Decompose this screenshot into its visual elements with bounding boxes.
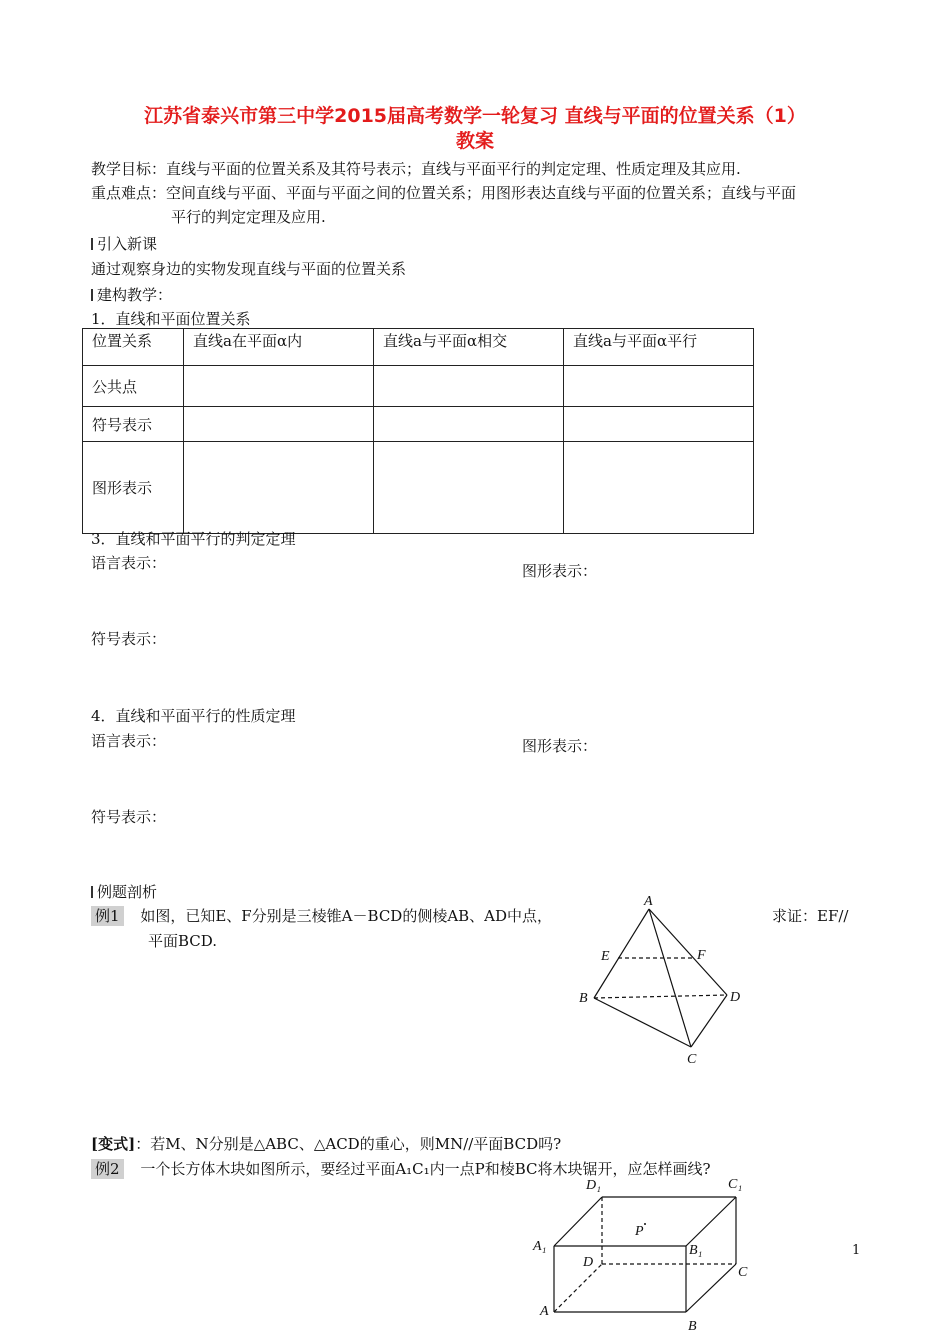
page-title: 江苏省泰兴市第三中学2015届高考数学一轮复习 直线与平面的位置关系（1）	[144, 105, 806, 127]
label-p: P	[635, 1224, 644, 1239]
label-c: C	[687, 1052, 697, 1067]
key-points	[91, 182, 796, 203]
variant	[91, 1133, 561, 1154]
intro-text: 通过观察身边的实物发现直线与平面的位置关系	[91, 260, 407, 278]
examples-heading-text: 例题剖析	[97, 883, 158, 901]
edge-bc	[686, 1264, 736, 1312]
table-row-label: 图形表示	[83, 442, 184, 534]
table-cell	[184, 407, 374, 442]
construct-heading-text: 建构教学：	[97, 286, 173, 304]
example1-right: 求证：EF//	[772, 907, 849, 925]
edge-cd	[691, 995, 727, 1047]
intro-heading-text: 引入新课	[97, 235, 158, 253]
variant-label: [变式]	[91, 1135, 136, 1153]
table-header-cell: 位置关系	[83, 329, 184, 366]
construct-heading	[91, 284, 172, 305]
goals-label: 教学目标：	[91, 160, 167, 178]
table-header-cell: 直线a在平面α内	[184, 329, 374, 366]
label-d1: D₁	[586, 1178, 601, 1193]
bullet-mark	[91, 289, 93, 301]
section4-lang: 语言表示：	[91, 732, 167, 750]
edge-b1c1	[686, 1197, 736, 1246]
goals-text: 直线与平面的位置关系及其符号表示；直线与平面平行的判定定理、性质定理及其应用.	[166, 160, 741, 178]
table-cell	[374, 442, 564, 534]
section3-figure: 图形表示：	[522, 562, 598, 580]
edge-a1d1	[554, 1197, 602, 1246]
page-title-line2: 教案	[455, 130, 494, 152]
example2-text: 一个长方体木块如图所示，要经过平面A₁C₁内一点P和棱BC将木块锯开，应怎样画线?	[140, 1160, 711, 1178]
label-b: B	[688, 1319, 697, 1334]
label-a: A	[644, 894, 653, 909]
edge-ad	[649, 909, 727, 995]
examples-heading	[91, 881, 157, 902]
table-cell	[564, 366, 754, 407]
label-c: C	[738, 1265, 748, 1280]
relation-table	[82, 328, 754, 534]
table-cell	[374, 407, 564, 442]
variant-text: ：若M、N分别是△ABC、△ACD的重心，则MN//平面BCD吗?	[135, 1135, 562, 1153]
label-b1: B₁	[689, 1243, 703, 1258]
section4-symbol: 符号表示：	[91, 808, 167, 826]
label-e: E	[601, 949, 610, 964]
label-d: D	[730, 990, 741, 1005]
section4-title: 4．直线和平面平行的性质定理	[91, 707, 296, 725]
table-cell	[564, 407, 754, 442]
label-a1: A₁	[533, 1239, 547, 1254]
tetrahedron-figure	[570, 885, 770, 1070]
bullet-mark	[91, 886, 93, 898]
example1-label: 例1	[91, 906, 124, 926]
table-cell	[184, 442, 374, 534]
goals	[91, 158, 741, 179]
table-header-cell: 直线a与平面α平行	[564, 329, 754, 366]
table-header-cell: 直线a与平面α相交	[374, 329, 564, 366]
intro-heading	[91, 233, 157, 254]
key-points-label: 重点难点：	[91, 184, 167, 202]
example1-line2: 平面BCD.	[148, 932, 218, 950]
example1	[91, 905, 552, 926]
label-a: A	[540, 1304, 549, 1319]
table-row-label: 公共点	[83, 366, 184, 407]
example2-label: 例2	[91, 1159, 124, 1179]
cuboid-figure	[525, 1172, 765, 1344]
key-points-line1: 空间直线与平面、平面与平面之间的位置关系；用图形表达直线与平面的位置关系；直线与平面	[166, 184, 797, 202]
table-cell	[374, 366, 564, 407]
edge-bd	[594, 995, 727, 998]
label-f: F	[697, 948, 706, 963]
page-number: 1	[852, 1243, 861, 1258]
section4-figure: 图形表示：	[522, 737, 598, 755]
bullet-mark	[91, 238, 93, 250]
edge-ac	[649, 909, 691, 1047]
label-b: B	[579, 991, 588, 1006]
section3-symbol: 符号表示：	[91, 630, 167, 648]
edge-ad	[554, 1264, 602, 1312]
edge-bc	[594, 998, 691, 1047]
label-c1: C₁	[728, 1177, 743, 1192]
point-p	[644, 1223, 646, 1225]
table-row-label: 符号表示	[83, 407, 184, 442]
table-cell	[184, 366, 374, 407]
example1-text: 如图，已知E、F分别是三棱锥A－BCD的侧棱AB、AD中点，	[140, 907, 553, 925]
table-cell	[564, 442, 754, 534]
section3-title: 3．直线和平面平行的判定定理	[91, 530, 296, 548]
label-d: D	[583, 1255, 594, 1270]
section3-lang: 语言表示：	[91, 554, 167, 572]
key-points-line2: 平行的判定定理及应用.	[171, 208, 326, 226]
construct-item1: 1．直线和平面位置关系	[91, 310, 251, 328]
